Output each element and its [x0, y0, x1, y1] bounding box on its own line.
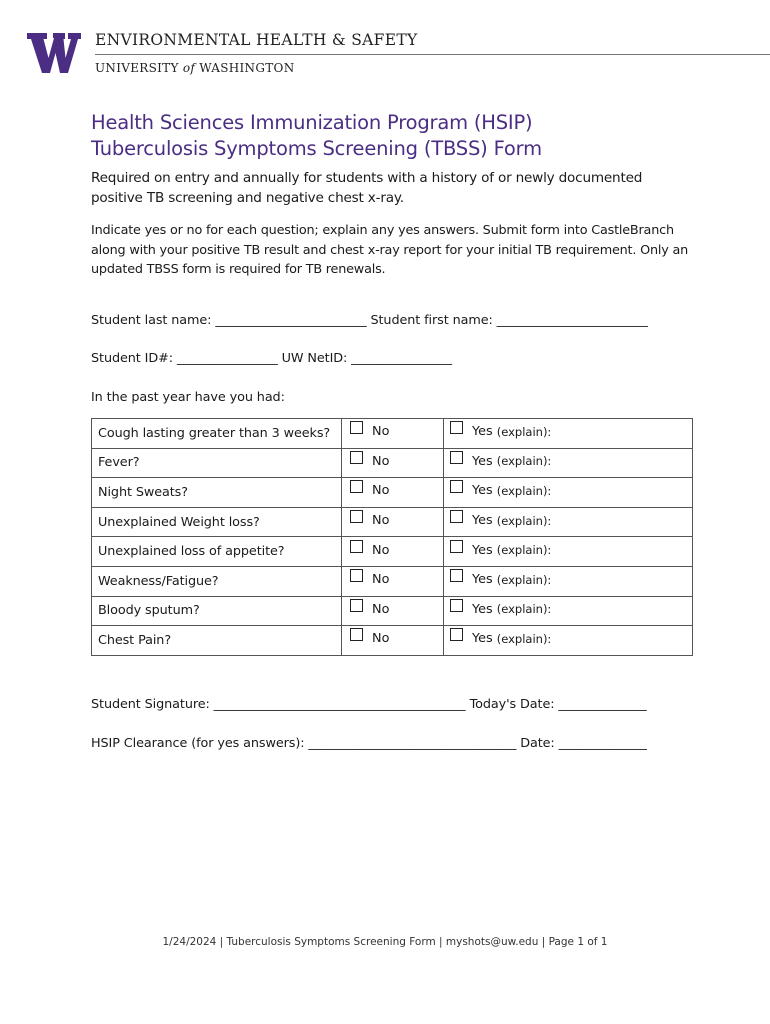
no-option[interactable]	[350, 631, 389, 646]
yes-label: Yes	[472, 424, 493, 440]
no-option-cell	[342, 448, 444, 478]
checkbox-empty-icon[interactable]	[450, 480, 463, 493]
no-label: No	[372, 572, 390, 588]
header-divider	[95, 54, 770, 55]
yes-option[interactable]	[450, 454, 551, 469]
no-option[interactable]	[350, 513, 389, 528]
yes-explain-label: (explain):	[496, 513, 552, 528]
yes-label: Yes	[472, 542, 493, 558]
yes-explain-label: (explain):	[496, 454, 552, 469]
yes-label: Yes	[472, 453, 493, 469]
instructions-paragraph: Indicate yes or no for each question; explain any yes answers. Submit form into CastleBranch along with your positive TB result and chest x-ray report for your initial TB requirement. Only an updated TBSS form is required for TB renewals.	[91, 223, 689, 277]
yes-option-cell	[444, 507, 693, 537]
yes-label: Yes	[472, 483, 493, 499]
yes-option-cell	[444, 478, 693, 508]
yes-explain-label: (explain):	[496, 543, 552, 558]
yes-option[interactable]	[450, 483, 551, 498]
symptom-question: Unexplained Weight loss?	[92, 507, 342, 537]
checkbox-empty-icon[interactable]	[350, 421, 363, 434]
table-row	[92, 478, 693, 508]
yes-explain-label: (explain):	[496, 424, 552, 439]
no-option-cell	[342, 566, 444, 596]
table-row	[92, 419, 693, 449]
title-line-2: Tuberculosis Symptoms Screening (TBSS) Form	[91, 137, 542, 160]
checkbox-empty-icon[interactable]	[350, 628, 363, 641]
checkbox-empty-icon[interactable]	[350, 451, 363, 464]
no-option[interactable]	[350, 424, 389, 439]
table-row	[92, 596, 693, 626]
yes-explain-label: (explain):	[496, 602, 552, 617]
checkbox-empty-icon[interactable]	[350, 480, 363, 493]
table-row	[92, 448, 693, 478]
signature-line[interactable]: Student Signature: ________________________________________ Today's Date: ______________	[91, 697, 647, 712]
student-name-line[interactable]: Student last name: ________________________ Student first name: ________________________	[91, 313, 648, 328]
yes-explain-label: (explain):	[496, 483, 552, 498]
yes-option[interactable]	[450, 572, 551, 587]
checkbox-empty-icon[interactable]	[350, 540, 363, 553]
intro-paragraph: Required on entry and annually for students with a history of or newly documented positive TB screening and negative chest x-ray.	[91, 170, 643, 206]
no-label: No	[372, 424, 390, 440]
no-label: No	[372, 631, 390, 647]
symptom-question: Chest Pain?	[92, 626, 342, 656]
table-row	[92, 566, 693, 596]
no-label: No	[372, 542, 390, 558]
checkbox-empty-icon[interactable]	[450, 569, 463, 582]
yes-option-cell	[444, 419, 693, 449]
symptom-question: Unexplained loss of appetite?	[92, 537, 342, 567]
no-option-cell	[342, 507, 444, 537]
yes-explain-label: (explain):	[496, 572, 552, 587]
symptom-question: Night Sweats?	[92, 478, 342, 508]
no-option-cell	[342, 478, 444, 508]
yes-explain-label: (explain):	[496, 631, 552, 646]
checkbox-empty-icon[interactable]	[450, 451, 463, 464]
yes-option[interactable]	[450, 543, 551, 558]
checkbox-empty-icon[interactable]	[450, 628, 463, 641]
yes-label: Yes	[472, 631, 493, 647]
yes-option[interactable]	[450, 424, 551, 439]
symptom-question: Weakness/Fatigue?	[92, 566, 342, 596]
title-line-1: Health Sciences Immunization Program (HSIP)	[91, 111, 533, 134]
no-label: No	[372, 453, 390, 469]
table-row	[92, 537, 693, 567]
no-option[interactable]	[350, 543, 389, 558]
yes-option[interactable]	[450, 513, 551, 528]
no-label: No	[372, 483, 390, 499]
checkbox-empty-icon[interactable]	[450, 540, 463, 553]
no-option[interactable]	[350, 602, 389, 617]
no-option-cell	[342, 419, 444, 449]
checkbox-empty-icon[interactable]	[350, 510, 363, 523]
yes-option-cell	[444, 596, 693, 626]
no-option-cell	[342, 626, 444, 656]
symptom-question: Bloody sputum?	[92, 596, 342, 626]
no-label: No	[372, 601, 390, 617]
table-row	[92, 507, 693, 537]
no-option[interactable]	[350, 483, 389, 498]
symptom-question: Cough lasting greater than 3 weeks?	[92, 419, 342, 449]
uw-w-logo-icon	[27, 33, 81, 73]
yes-option-cell	[444, 626, 693, 656]
yes-option[interactable]	[450, 631, 551, 646]
no-label: No	[372, 513, 390, 529]
past-year-prompt: In the past year have you had:	[91, 390, 285, 405]
hsip-clearance-line[interactable]: HSIP Clearance (for yes answers): _________________________________ Date: ______________	[91, 736, 647, 751]
page-footer: 1/24/2024 | Tuberculosis Symptoms Screening Form | myshots@uw.edu | Page 1 of 1	[162, 936, 608, 948]
yes-option[interactable]	[450, 602, 551, 617]
checkbox-empty-icon[interactable]	[350, 569, 363, 582]
org-name: ENVIRONMENTAL HEALTH & SAFETY	[95, 31, 418, 49]
checkbox-empty-icon[interactable]	[350, 599, 363, 612]
yes-label: Yes	[472, 513, 493, 529]
yes-option-cell	[444, 448, 693, 478]
yes-option-cell	[444, 566, 693, 596]
no-option-cell	[342, 596, 444, 626]
symptoms-table	[91, 418, 693, 656]
student-id-line[interactable]: Student ID#: ________________ UW NetID: ________________	[91, 351, 452, 366]
checkbox-empty-icon[interactable]	[450, 421, 463, 434]
checkbox-empty-icon[interactable]	[450, 510, 463, 523]
yes-option-cell	[444, 537, 693, 567]
no-option[interactable]	[350, 572, 389, 587]
form-title	[91, 110, 731, 162]
table-row	[92, 626, 693, 656]
no-option[interactable]	[350, 454, 389, 469]
symptom-question: Fever?	[92, 448, 342, 478]
checkbox-empty-icon[interactable]	[450, 599, 463, 612]
no-option-cell	[342, 537, 444, 567]
university-name: UNIVERSITY of WASHINGTON	[95, 61, 295, 75]
yes-label: Yes	[472, 572, 493, 588]
yes-label: Yes	[472, 601, 493, 617]
